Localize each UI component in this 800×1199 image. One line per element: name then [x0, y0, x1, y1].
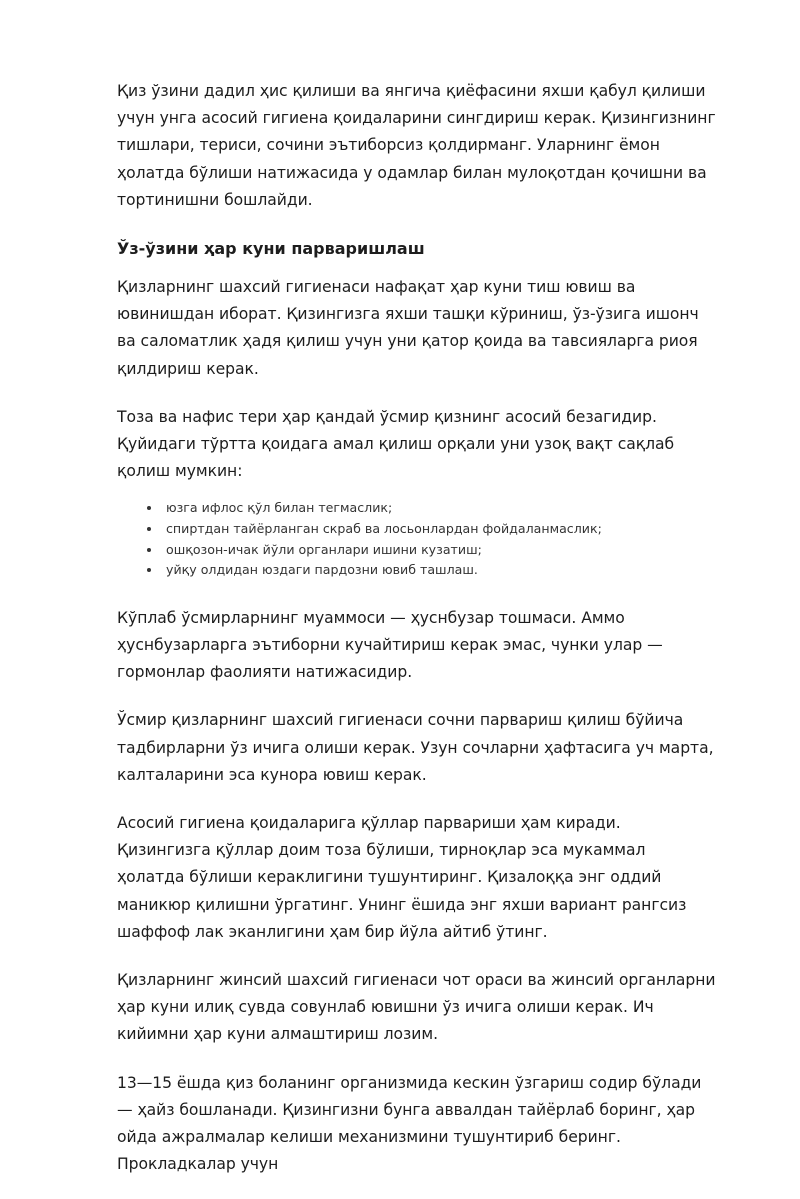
paragraph-hands: Асосий гигиена қоидаларига қўллар парвариши ҳам киради. Қизингизга қўллар доим тоза бўлиши, тирноқлар эса мукаммал ҳолатда бўлиши кераклигини тушунтиринг. Қизалоққа энг оддий маникюр қилишни ўргатинг. Унинг ёшида энг яхши вариант рангсиз шаффоф лак эканлигини ҳам бир йўла айтиб ўтинг. — [117, 814, 687, 941]
paragraph-hair: Ўсмир қизларнинг шахсий гигиенаси сочни парвариш қилиш бўйича тадбирларни ўз ичига олиши керак. Узун сочларни ҳафтасига уч марта, калталарини эса кунора ювиш керак. — [117, 711, 714, 784]
bullet-dot-icon — [147, 548, 151, 552]
list-item — [147, 540, 717, 561]
list-item-text: юзга ифлос қўл билан тегмаслик; — [166, 500, 393, 516]
intro-paragraph: Қиз ўзини дадил ҳис қилиши ва янгича қиёфасини яхши қабул қилиши учун унга асосий гигиена қоидаларини сингдириш керак. Қизингизнинг тишлари, териси, сочини эътиборсиз қолдирманг. Уларнинг ёмон ҳолатда бўлиши натижасида у одамлар билан мулоқотдан қочишни ва тортинишни бошлайди. — [117, 82, 716, 209]
bullet-dot-icon — [147, 506, 151, 510]
section-heading: Ўз-ўзини ҳар куни парваришлаш — [117, 239, 425, 259]
paragraph-intimate: Қизларнинг жинсий шахсий гигиенаси чот ораси ва жинсий органларни ҳар куни илиқ сувда совунлаб ювишни ўз ичига олиши керак. Ич кийимни ҳар куни алмаштириш лозим. — [117, 971, 716, 1044]
paragraph-menstruation: 13—15 ёшда қиз боланинг организмида кескин ўзгариш содир бўлади — ҳайз бошланади. Қизингизни бунга аввалдан тайёрлаб боринг, ҳар ойда ажралмалар келиши механизмини тушунтириб беринг. Прокладкалар учун — [117, 1073, 702, 1174]
skin-rules-list — [117, 498, 717, 580]
list-item — [147, 498, 717, 519]
list-item — [147, 560, 717, 581]
paragraph-hygiene: Қизларнинг шахсий гигиенаси нафақат ҳар куни тиш ювиш ва ювинишдан иборат. Қизингизга яхши ташқи кўриниш, ўз-ўзига ишонч ва саломатлик ҳадя қилиш учун уни қатор қоида ва тавсияларга риоя қилдириш керак. — [117, 278, 699, 378]
paragraph-acne: Кўплаб ўсмирларнинг муаммоси — ҳуснбузар тошмаси. Аммо ҳуснбузарларга эътиборни кучайтириш керак эмас, чунки улар — гормонлар фаолияти натижасидир. — [117, 608, 663, 682]
list-item-text: ошқозон-ичак йўли органлари ишини кузатиш; — [166, 541, 482, 557]
list-item-text: спиртдан тайёрланган скраб ва лосьонлардан фойдаланмаслик; — [166, 521, 602, 537]
bullet-dot-icon — [147, 568, 151, 572]
paragraph-skin: Тоза ва нафис тери ҳар қандай ўсмир қизнинг асосий безагидир. Қуйидаги тўртта қоидага амал қилиш орқали уни узоқ вақт сақлаб қолиш мумкин: — [117, 407, 675, 481]
list-item-text: уйқу олдидан юздаги пардозни ювиб ташлаш. — [166, 562, 478, 578]
bullet-dot-icon — [147, 527, 151, 531]
document-page — [117, 78, 717, 1199]
list-item — [147, 519, 717, 540]
